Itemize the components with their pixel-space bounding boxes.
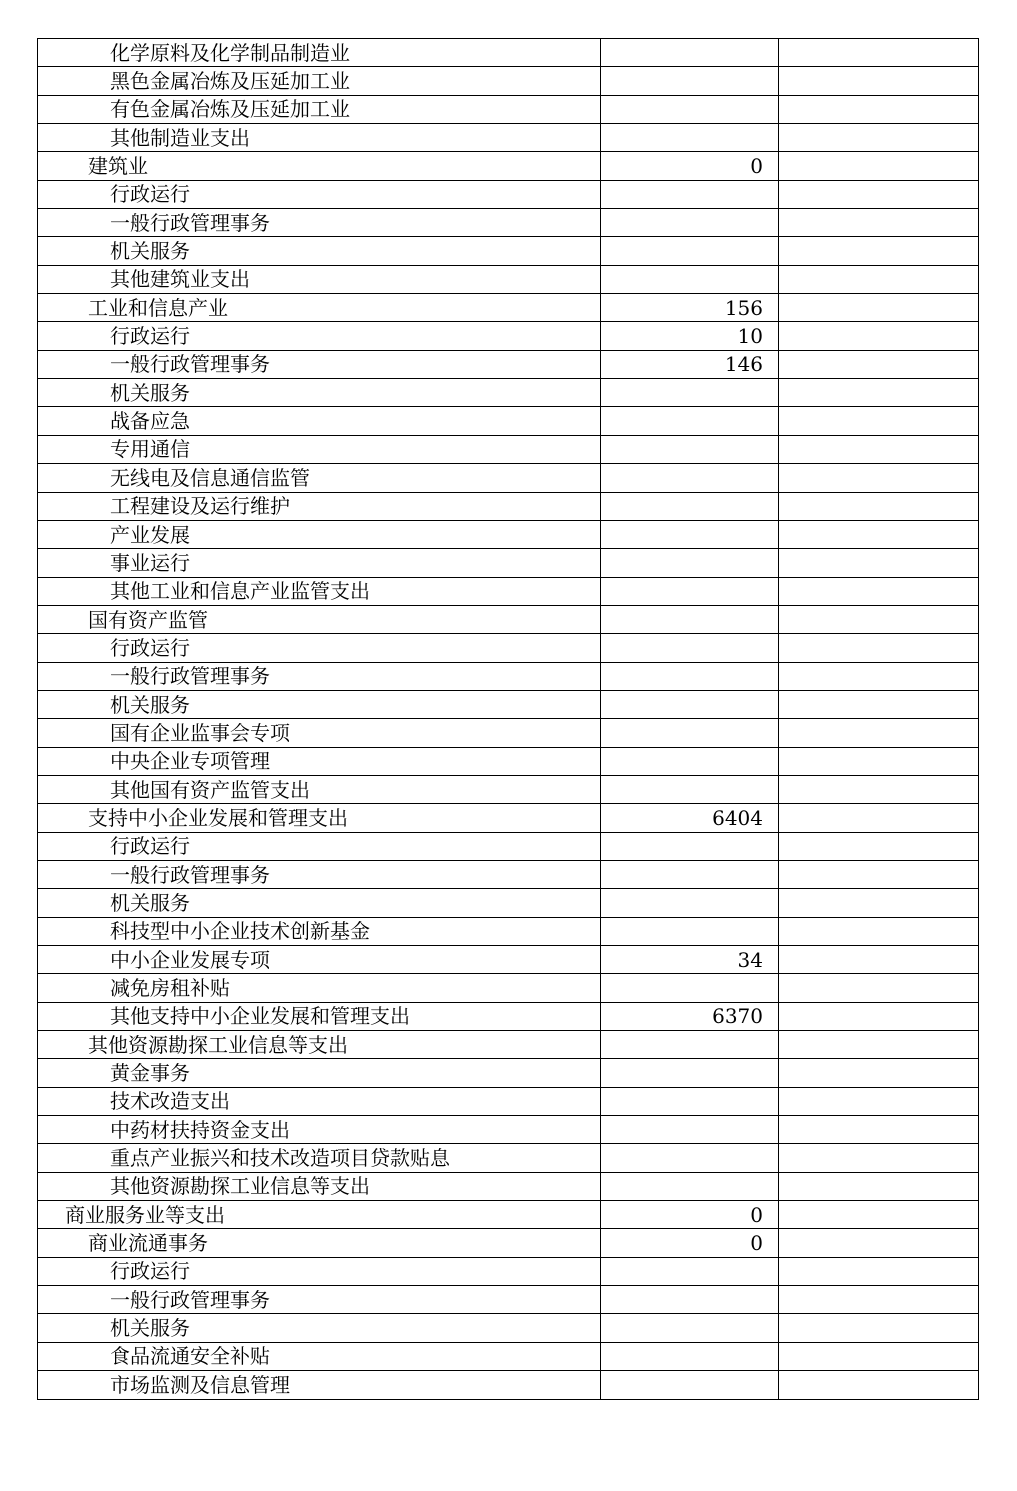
blank-cell bbox=[779, 775, 979, 803]
blank-cell bbox=[779, 180, 979, 208]
item-label-cell: 产业发展 bbox=[38, 520, 601, 548]
blank-cell bbox=[779, 1286, 979, 1314]
blank-cell bbox=[779, 917, 979, 945]
blank-cell bbox=[779, 719, 979, 747]
amount-cell bbox=[601, 889, 779, 917]
blank-cell bbox=[779, 860, 979, 888]
table-row bbox=[38, 889, 979, 917]
amount-cell bbox=[601, 1087, 779, 1115]
amount-cell bbox=[601, 860, 779, 888]
item-label-cell: 一般行政管理事务 bbox=[38, 350, 601, 378]
table-row bbox=[38, 464, 979, 492]
item-label-cell: 中药材扶持资金支出 bbox=[38, 1116, 601, 1144]
item-label-cell: 一般行政管理事务 bbox=[38, 662, 601, 690]
amount-cell bbox=[601, 917, 779, 945]
item-label-cell: 国有企业监事会专项 bbox=[38, 719, 601, 747]
item-label-cell: 行政运行 bbox=[38, 180, 601, 208]
blank-cell bbox=[779, 67, 979, 95]
table-row bbox=[38, 860, 979, 888]
blank-cell bbox=[779, 1314, 979, 1342]
table-row bbox=[38, 1087, 979, 1115]
table-row bbox=[38, 379, 979, 407]
amount-cell bbox=[601, 379, 779, 407]
table-row bbox=[38, 95, 979, 123]
blank-cell bbox=[779, 152, 979, 180]
amount-cell bbox=[601, 1371, 779, 1399]
blank-cell bbox=[779, 464, 979, 492]
table-row bbox=[38, 1031, 979, 1059]
amount-cell bbox=[601, 747, 779, 775]
table-row bbox=[38, 1059, 979, 1087]
table-row bbox=[38, 719, 979, 747]
table-row bbox=[38, 577, 979, 605]
item-label-cell: 机关服务 bbox=[38, 379, 601, 407]
blank-cell bbox=[779, 549, 979, 577]
amount-cell bbox=[601, 1144, 779, 1172]
budget-table bbox=[37, 38, 979, 1400]
item-label-cell: 中央企业专项管理 bbox=[38, 747, 601, 775]
amount-cell bbox=[601, 1059, 779, 1087]
amount-cell bbox=[601, 209, 779, 237]
table-row bbox=[38, 1172, 979, 1200]
item-label-cell: 专用通信 bbox=[38, 435, 601, 463]
amount-cell: 34 bbox=[601, 946, 779, 974]
table-row bbox=[38, 1116, 979, 1144]
amount-cell bbox=[601, 1342, 779, 1370]
blank-cell bbox=[779, 1002, 979, 1030]
blank-cell bbox=[779, 577, 979, 605]
table-row bbox=[38, 180, 979, 208]
table-row bbox=[38, 237, 979, 265]
amount-cell bbox=[601, 775, 779, 803]
item-label-cell: 其他建筑业支出 bbox=[38, 265, 601, 293]
blank-cell bbox=[779, 605, 979, 633]
blank-cell bbox=[779, 322, 979, 350]
blank-cell bbox=[779, 379, 979, 407]
item-label-cell: 中小企业发展专项 bbox=[38, 946, 601, 974]
item-label-cell: 黄金事务 bbox=[38, 1059, 601, 1087]
item-label-cell: 战备应急 bbox=[38, 407, 601, 435]
amount-cell bbox=[601, 1314, 779, 1342]
amount-cell bbox=[601, 974, 779, 1002]
amount-cell bbox=[601, 520, 779, 548]
amount-cell: 156 bbox=[601, 294, 779, 322]
blank-cell bbox=[779, 634, 979, 662]
table-row bbox=[38, 492, 979, 520]
amount-cell bbox=[601, 435, 779, 463]
blank-cell bbox=[779, 662, 979, 690]
table-row bbox=[38, 39, 979, 67]
item-label-cell: 机关服务 bbox=[38, 237, 601, 265]
amount-cell bbox=[601, 1172, 779, 1200]
blank-cell bbox=[779, 804, 979, 832]
table-row bbox=[38, 265, 979, 293]
blank-cell bbox=[779, 747, 979, 775]
table-row bbox=[38, 350, 979, 378]
blank-cell bbox=[779, 1229, 979, 1257]
amount-cell bbox=[601, 1116, 779, 1144]
table-row bbox=[38, 520, 979, 548]
blank-cell bbox=[779, 1144, 979, 1172]
amount-cell bbox=[601, 39, 779, 67]
table-row bbox=[38, 747, 979, 775]
item-label-cell: 工业和信息产业 bbox=[38, 294, 601, 322]
item-label-cell: 一般行政管理事务 bbox=[38, 209, 601, 237]
blank-cell bbox=[779, 1371, 979, 1399]
blank-cell bbox=[779, 1342, 979, 1370]
blank-cell bbox=[779, 435, 979, 463]
item-label-cell: 机关服务 bbox=[38, 1314, 601, 1342]
item-label-cell: 国有资产监管 bbox=[38, 605, 601, 633]
item-label-cell: 技术改造支出 bbox=[38, 1087, 601, 1115]
blank-cell bbox=[779, 889, 979, 917]
item-label-cell: 行政运行 bbox=[38, 322, 601, 350]
blank-cell bbox=[779, 1087, 979, 1115]
amount-cell bbox=[601, 634, 779, 662]
amount-cell bbox=[601, 1031, 779, 1059]
table-row bbox=[38, 804, 979, 832]
amount-cell: 0 bbox=[601, 1229, 779, 1257]
amount-cell bbox=[601, 1257, 779, 1285]
table-row bbox=[38, 634, 979, 662]
amount-cell bbox=[601, 124, 779, 152]
item-label-cell: 商业流通事务 bbox=[38, 1229, 601, 1257]
table-row bbox=[38, 974, 979, 1002]
item-label-cell: 其他资源勘探工业信息等支出 bbox=[38, 1172, 601, 1200]
blank-cell bbox=[779, 1116, 979, 1144]
amount-cell bbox=[601, 832, 779, 860]
table-row bbox=[38, 67, 979, 95]
amount-cell: 10 bbox=[601, 322, 779, 350]
table-row bbox=[38, 209, 979, 237]
item-label-cell: 有色金属冶炼及压延加工业 bbox=[38, 95, 601, 123]
amount-cell bbox=[601, 719, 779, 747]
table-row bbox=[38, 605, 979, 633]
amount-cell: 6404 bbox=[601, 804, 779, 832]
item-label-cell: 一般行政管理事务 bbox=[38, 1286, 601, 1314]
blank-cell bbox=[779, 1172, 979, 1200]
table-row bbox=[38, 549, 979, 577]
table-row bbox=[38, 1144, 979, 1172]
item-label-cell: 其他工业和信息产业监管支出 bbox=[38, 577, 601, 605]
amount-cell bbox=[601, 265, 779, 293]
amount-cell bbox=[601, 407, 779, 435]
item-label-cell: 一般行政管理事务 bbox=[38, 860, 601, 888]
item-label-cell: 减免房租补贴 bbox=[38, 974, 601, 1002]
table-row bbox=[38, 124, 979, 152]
amount-cell bbox=[601, 605, 779, 633]
amount-cell bbox=[601, 237, 779, 265]
table-row bbox=[38, 1371, 979, 1399]
blank-cell bbox=[779, 946, 979, 974]
item-label-cell: 市场监测及信息管理 bbox=[38, 1371, 601, 1399]
table-row bbox=[38, 435, 979, 463]
table-row bbox=[38, 1342, 979, 1370]
amount-cell: 146 bbox=[601, 350, 779, 378]
blank-cell bbox=[779, 95, 979, 123]
amount-cell bbox=[601, 690, 779, 718]
item-label-cell: 其他制造业支出 bbox=[38, 124, 601, 152]
blank-cell bbox=[779, 1059, 979, 1087]
item-label-cell: 行政运行 bbox=[38, 1257, 601, 1285]
blank-cell bbox=[779, 492, 979, 520]
blank-cell bbox=[779, 520, 979, 548]
item-label-cell: 化学原料及化学制品制造业 bbox=[38, 39, 601, 67]
amount-cell: 6370 bbox=[601, 1002, 779, 1030]
amount-cell bbox=[601, 492, 779, 520]
item-label-cell: 食品流通安全补贴 bbox=[38, 1342, 601, 1370]
item-label-cell: 机关服务 bbox=[38, 690, 601, 718]
item-label-cell: 黑色金属冶炼及压延加工业 bbox=[38, 67, 601, 95]
table-row bbox=[38, 662, 979, 690]
blank-cell bbox=[779, 39, 979, 67]
table-row bbox=[38, 152, 979, 180]
table-row bbox=[38, 917, 979, 945]
amount-cell bbox=[601, 662, 779, 690]
item-label-cell: 事业运行 bbox=[38, 549, 601, 577]
table-row bbox=[38, 775, 979, 803]
blank-cell bbox=[779, 124, 979, 152]
amount-cell: 0 bbox=[601, 1201, 779, 1229]
amount-cell bbox=[601, 95, 779, 123]
table-row bbox=[38, 832, 979, 860]
blank-cell bbox=[779, 209, 979, 237]
item-label-cell: 科技型中小企业技术创新基金 bbox=[38, 917, 601, 945]
item-label-cell: 无线电及信息通信监管 bbox=[38, 464, 601, 492]
table-row bbox=[38, 1229, 979, 1257]
blank-cell bbox=[779, 350, 979, 378]
table-row bbox=[38, 1314, 979, 1342]
item-label-cell: 机关服务 bbox=[38, 889, 601, 917]
blank-cell bbox=[779, 1257, 979, 1285]
blank-cell bbox=[779, 237, 979, 265]
amount-cell: 0 bbox=[601, 152, 779, 180]
item-label-cell: 建筑业 bbox=[38, 152, 601, 180]
item-label-cell: 重点产业振兴和技术改造项目贷款贴息 bbox=[38, 1144, 601, 1172]
table-row bbox=[38, 322, 979, 350]
blank-cell bbox=[779, 1031, 979, 1059]
item-label-cell: 其他支持中小企业发展和管理支出 bbox=[38, 1002, 601, 1030]
blank-cell bbox=[779, 832, 979, 860]
item-label-cell: 行政运行 bbox=[38, 634, 601, 662]
table-row bbox=[38, 1257, 979, 1285]
table-row bbox=[38, 690, 979, 718]
table-row bbox=[38, 1002, 979, 1030]
amount-cell bbox=[601, 1286, 779, 1314]
amount-cell bbox=[601, 577, 779, 605]
amount-cell bbox=[601, 549, 779, 577]
item-label-cell: 行政运行 bbox=[38, 832, 601, 860]
amount-cell bbox=[601, 67, 779, 95]
blank-cell bbox=[779, 690, 979, 718]
amount-cell bbox=[601, 180, 779, 208]
item-label-cell: 其他国有资产监管支出 bbox=[38, 775, 601, 803]
budget-table-body bbox=[38, 39, 979, 1400]
item-label-cell: 工程建设及运行维护 bbox=[38, 492, 601, 520]
table-row bbox=[38, 1201, 979, 1229]
blank-cell bbox=[779, 407, 979, 435]
table-row bbox=[38, 407, 979, 435]
item-label-cell: 商业服务业等支出 bbox=[38, 1201, 601, 1229]
blank-cell bbox=[779, 265, 979, 293]
table-row bbox=[38, 1286, 979, 1314]
item-label-cell: 支持中小企业发展和管理支出 bbox=[38, 804, 601, 832]
blank-cell bbox=[779, 294, 979, 322]
table-row bbox=[38, 946, 979, 974]
amount-cell bbox=[601, 464, 779, 492]
item-label-cell: 其他资源勘探工业信息等支出 bbox=[38, 1031, 601, 1059]
table-row bbox=[38, 294, 979, 322]
blank-cell bbox=[779, 974, 979, 1002]
blank-cell bbox=[779, 1201, 979, 1229]
